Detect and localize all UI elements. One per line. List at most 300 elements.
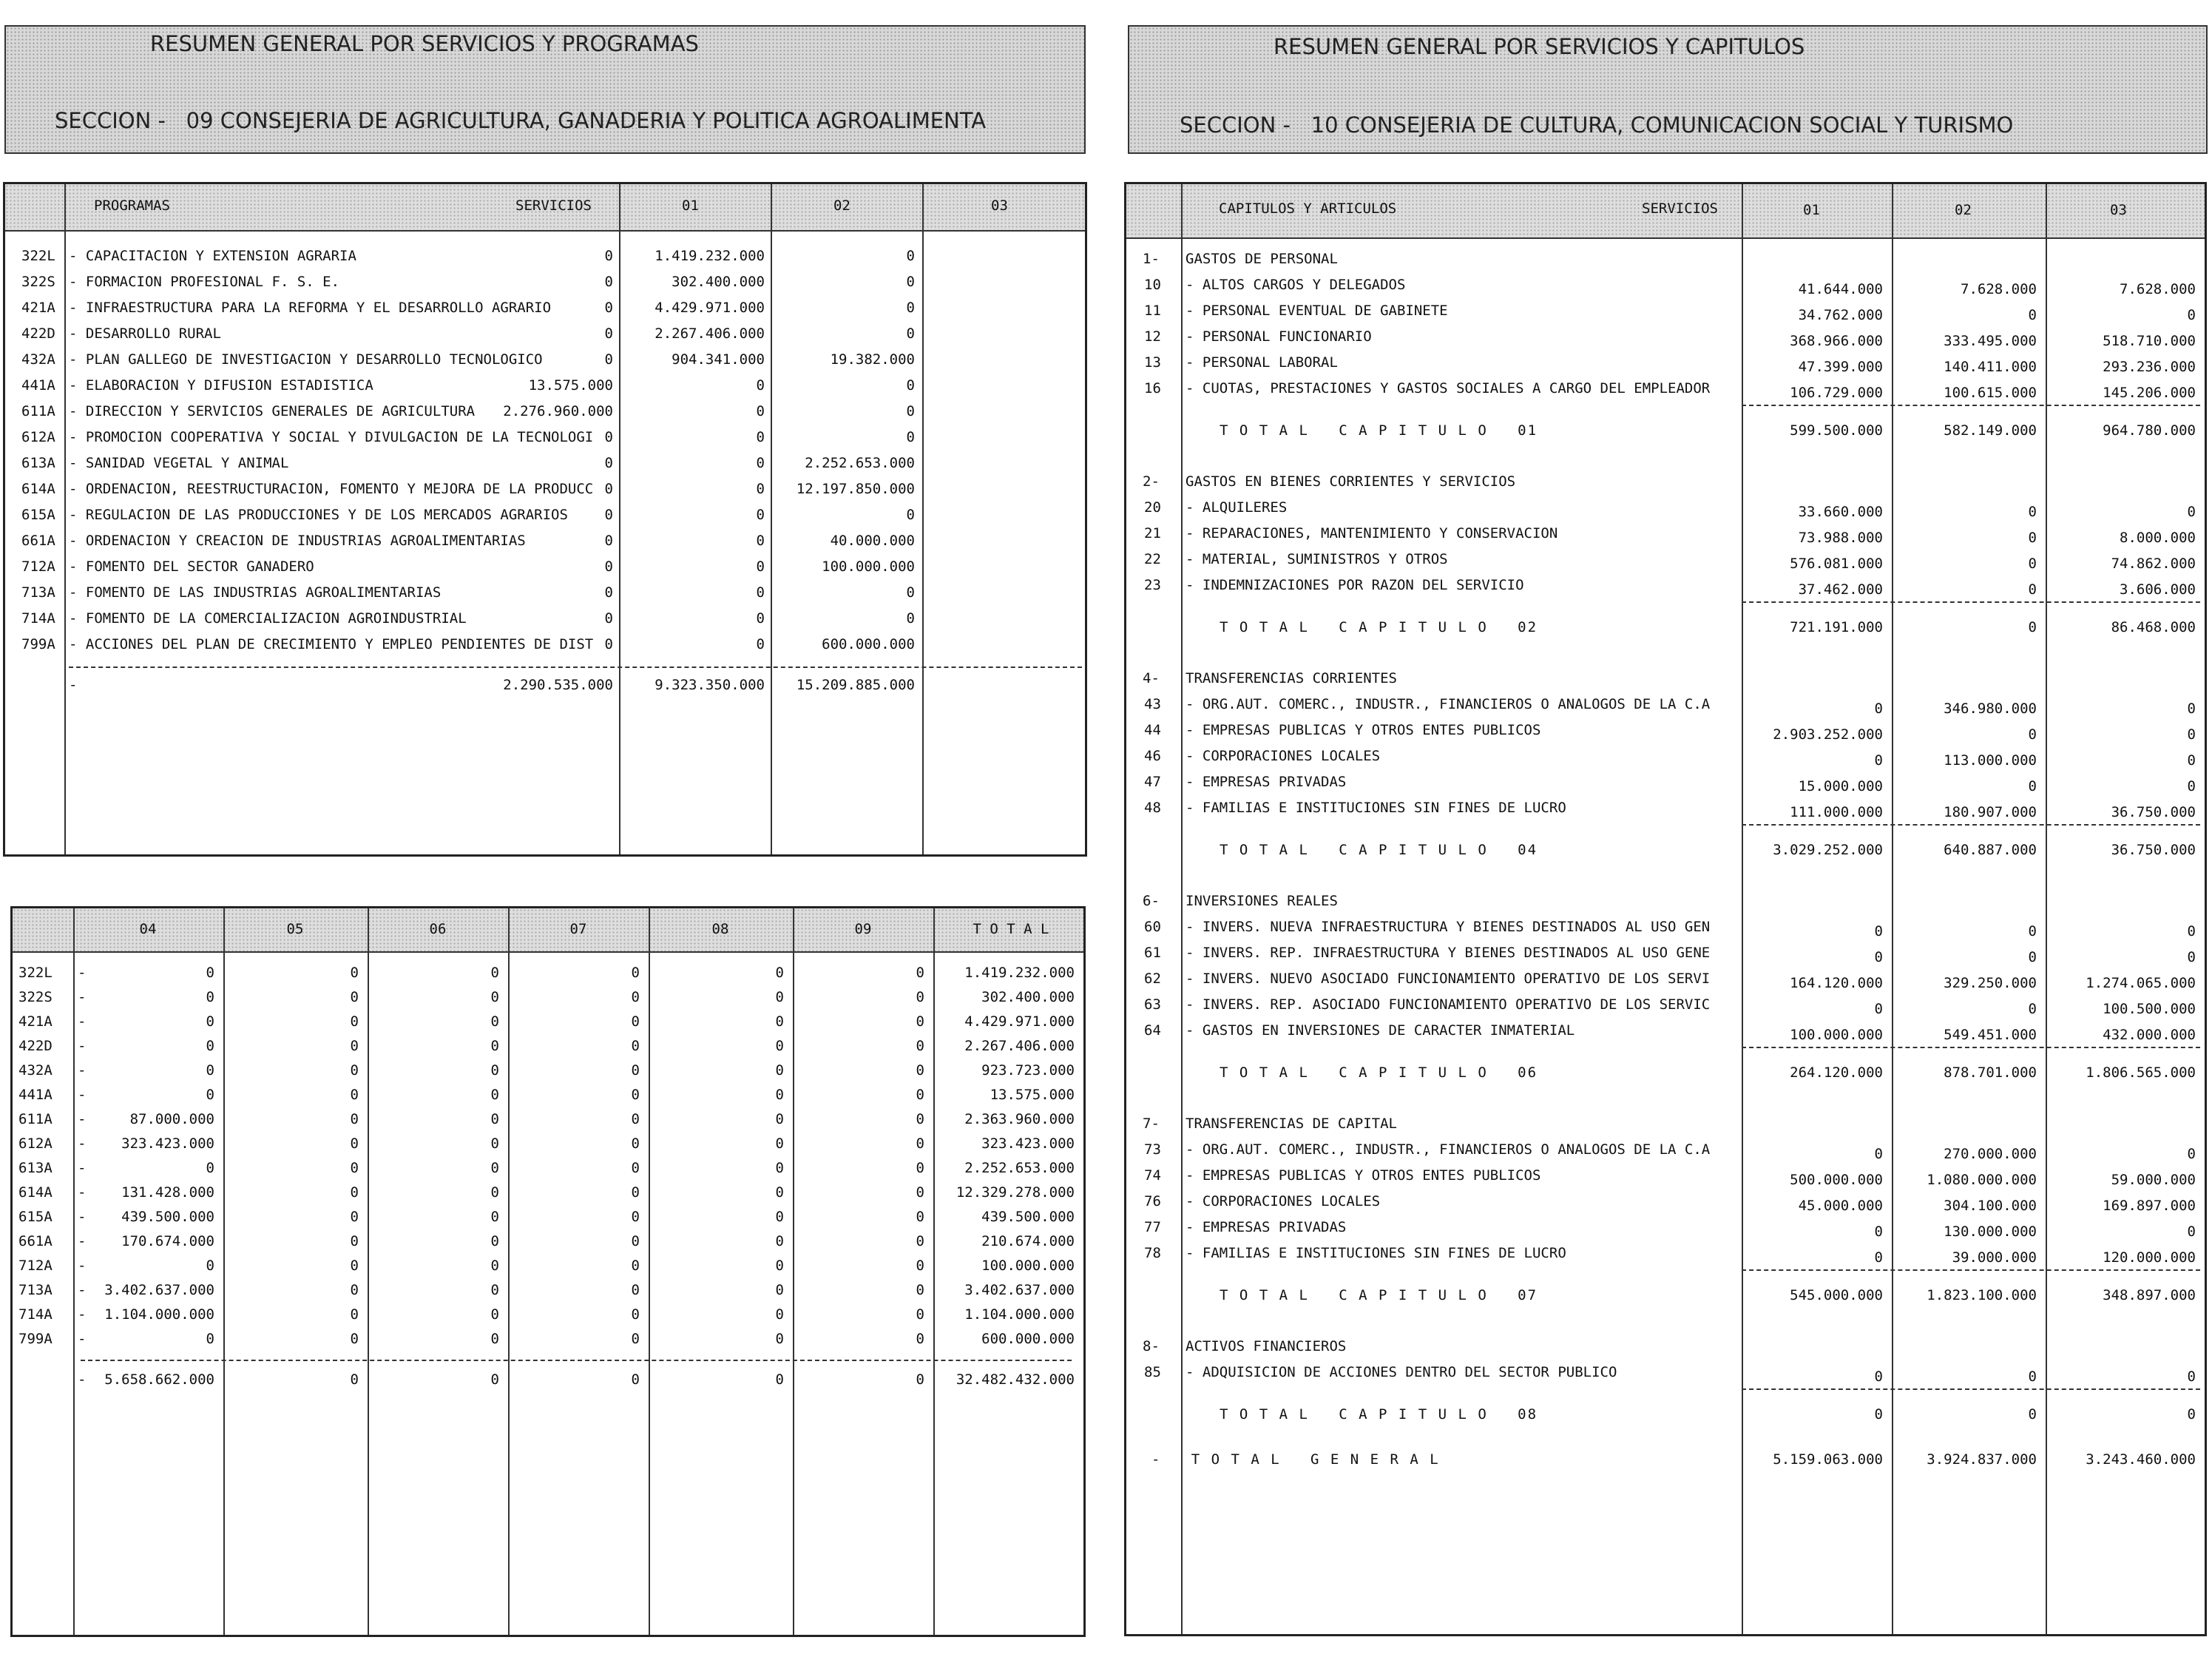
table-row — [5, 580, 1085, 605]
program-desc: - SANIDAD VEGETAL Y ANIMAL — [69, 455, 289, 471]
program-code: 611A — [18, 1111, 53, 1127]
article-desc: - ALTOS CARGOS Y DELEGADOS — [1186, 277, 1406, 293]
article-code: 85 — [1144, 1364, 1161, 1380]
row-dash: - — [78, 989, 87, 1005]
value-cell: 0 — [775, 1111, 784, 1127]
value-cell: 0 — [604, 274, 613, 290]
value-cell: 2.903.252.000 — [1773, 726, 1883, 743]
value-cell: 0 — [631, 1331, 640, 1347]
value-cell: 0 — [490, 1160, 499, 1176]
table-row — [1126, 298, 2205, 323]
value-cell: 0 — [631, 1160, 640, 1176]
article-code: 63 — [1144, 996, 1161, 1013]
value-cell: 33.660.000 — [1798, 504, 1883, 520]
table-row — [5, 502, 1085, 527]
value-cell: 0 — [756, 481, 765, 497]
value-cell: 164.120.000 — [1790, 975, 1883, 991]
article-desc: - CORPORACIONES LOCALES — [1186, 1193, 1381, 1209]
value-cell: 302.400.000 — [672, 274, 765, 290]
grand-total-value: 3.243.460.000 — [2086, 1451, 2196, 1468]
program-code: 713A — [18, 1282, 53, 1298]
value-cell: 0 — [2187, 701, 2196, 717]
article-desc: - MATERIAL, SUMINISTROS Y OTROS — [1186, 551, 1448, 567]
article-desc: - GASTOS EN INVERSIONES DE CARACTER INMATERIAL — [1186, 1022, 1575, 1039]
total-value: 0 — [775, 1371, 784, 1388]
total-value: 15.209.885.000 — [796, 677, 915, 693]
total-value: 2.290.535.000 — [503, 677, 613, 693]
value-cell: 19.382.000 — [830, 351, 915, 368]
table-row — [1126, 795, 2205, 820]
value-cell: 0 — [631, 1258, 640, 1274]
table-row — [1126, 992, 2205, 1017]
value-cell: 0 — [906, 584, 915, 601]
value-cell: 4.429.971.000 — [655, 300, 765, 316]
chapter-total-label: T O T A L C A P I T U L O 06 — [1220, 1064, 1538, 1081]
chapter-total-value: 964.780.000 — [2103, 422, 2196, 439]
chapter-code: 8- — [1143, 1338, 1160, 1354]
value-cell: 0 — [604, 300, 613, 316]
col-01: 01 — [682, 198, 699, 214]
value-cell: 145.206.000 — [2103, 385, 2196, 401]
program-code: 422D — [21, 325, 55, 342]
right-header-seccion: SECCION - 10 CONSEJERIA DE CULTURA, COMUNICACION SOCIAL Y TURISMO — [1180, 112, 2014, 138]
article-code: 46 — [1144, 748, 1161, 764]
col-header: 06 — [429, 921, 447, 937]
value-cell: 0 — [775, 1282, 784, 1298]
value-cell: 0 — [1874, 949, 1883, 965]
total-value: 9.323.350.000 — [655, 677, 765, 693]
table-row — [5, 528, 1085, 553]
value-cell: 0 — [756, 610, 765, 627]
value-cell: 0 — [2028, 726, 2037, 743]
right-header-title: RESUMEN GENERAL POR SERVICIOS Y CAPITULOS — [1274, 34, 1805, 59]
value-cell: 0 — [631, 965, 640, 981]
value-cell: 0 — [206, 1258, 214, 1274]
program-desc: - ORDENACION, REESTRUCTURACION, FOMENTO Y MEJORA DE LA PRODUCC — [69, 481, 594, 497]
table-row — [5, 295, 1085, 320]
value-cell: 0 — [490, 1013, 499, 1030]
value-cell: 0 — [775, 1160, 784, 1176]
table-row — [13, 1009, 1083, 1034]
value-cell: 0 — [916, 1233, 924, 1249]
value-cell: 0 — [916, 989, 924, 1005]
program-code: 661A — [18, 1233, 53, 1249]
value-cell: 1.419.232.000 — [655, 248, 765, 264]
value-cell: 0 — [1874, 923, 1883, 939]
chapter-code: 2- — [1143, 473, 1160, 490]
value-cell: 0 — [350, 1331, 359, 1347]
value-cell: 140.411.000 — [1944, 359, 2037, 375]
col-programas: PROGRAMAS — [94, 198, 170, 214]
article-desc: - ALQUILERES — [1186, 499, 1288, 516]
value-cell: 0 — [631, 1135, 640, 1152]
value-cell: 576.081.000 — [1790, 556, 1883, 572]
article-code: 77 — [1144, 1219, 1161, 1235]
value-cell: 0 — [906, 610, 915, 627]
table-row — [5, 243, 1085, 269]
value-cell: 0 — [350, 989, 359, 1005]
row-dash: - — [78, 1038, 87, 1054]
value-cell: 0 — [906, 377, 915, 394]
value-cell: 169.897.000 — [2103, 1198, 2196, 1214]
value-cell: 600.000.000 — [981, 1331, 1075, 1347]
value-cell: 0 — [604, 248, 613, 264]
table-row — [5, 425, 1085, 450]
article-desc: - PERSONAL EVENTUAL DE GABINETE — [1186, 303, 1448, 319]
chapter-total-label: T O T A L C A P I T U L O 07 — [1220, 1287, 1538, 1303]
value-cell: 0 — [916, 1135, 924, 1152]
table-row — [13, 1155, 1083, 1181]
table-row — [5, 399, 1085, 424]
value-cell: 0 — [1874, 701, 1883, 717]
program-code: 799A — [18, 1331, 53, 1347]
value-cell: 0 — [2028, 504, 2037, 520]
article-desc: - FAMILIAS E INSTITUCIONES SIN FINES DE LUCRO — [1186, 1245, 1566, 1261]
value-cell: 0 — [906, 300, 915, 316]
value-cell: 0 — [1874, 1146, 1883, 1162]
program-desc: - FOMENTO DE LAS INDUSTRIAS AGROALIMENTARIAS — [69, 584, 442, 601]
table-row — [5, 632, 1085, 657]
value-cell: 304.100.000 — [1944, 1198, 2037, 1214]
value-cell: 0 — [916, 1282, 924, 1298]
program-code: 714A — [18, 1306, 53, 1323]
value-cell: 0 — [775, 1209, 784, 1225]
value-cell: 1.104.000.000 — [104, 1306, 214, 1323]
article-code: 10 — [1144, 277, 1161, 293]
table-row — [1126, 743, 2205, 769]
chapter-total-value: 1.823.100.000 — [1927, 1287, 2037, 1303]
table-row — [13, 1253, 1083, 1278]
value-cell: 100.000.000 — [822, 558, 915, 575]
program-code: 712A — [18, 1258, 53, 1274]
value-cell: 0 — [1874, 1224, 1883, 1240]
row-dash: - — [78, 1184, 87, 1201]
value-cell: 0 — [775, 1233, 784, 1249]
article-code: 43 — [1144, 696, 1161, 712]
value-cell: 0 — [206, 1160, 214, 1176]
table-row — [13, 1326, 1083, 1351]
program-desc: - FORMACION PROFESIONAL F. S. E. — [69, 274, 340, 290]
article-desc: - CUOTAS, PRESTACIONES Y GASTOS SOCIALES A CARGO DEL EMPLEADOR — [1186, 380, 1711, 396]
row-dash: - — [78, 1258, 87, 1274]
value-cell: 333.495.000 — [1944, 333, 2037, 349]
program-code: 612A — [21, 429, 55, 445]
program-code: 611A — [21, 403, 55, 419]
program-code: 713A — [21, 584, 55, 601]
value-cell: 100.500.000 — [2103, 1001, 2196, 1017]
left-header-seccion: SECCION - 09 CONSEJERIA DE AGRICULTURA, GANADERIA Y POLITICA AGROALIMENTA — [55, 108, 987, 133]
value-cell: 0 — [604, 455, 613, 471]
value-cell: 0 — [604, 325, 613, 342]
value-cell: 0 — [775, 1331, 784, 1347]
value-cell: 0 — [2187, 726, 2196, 743]
value-cell: 131.428.000 — [121, 1184, 214, 1201]
value-cell: 0 — [2187, 923, 2196, 939]
value-cell: 0 — [756, 403, 765, 419]
table-row — [1126, 718, 2205, 743]
article-desc: - ORG.AUT. COMERC., INDUSTR., FINANCIEROS O ANALOGOS DE LA C.A — [1186, 1141, 1711, 1158]
article-code: 76 — [1144, 1193, 1161, 1209]
table-row — [5, 476, 1085, 502]
value-cell: 0 — [906, 325, 915, 342]
value-cell: 0 — [206, 1013, 214, 1030]
value-cell: 39.000.000 — [1952, 1249, 2037, 1266]
article-desc: - EMPRESAS PRIVADAS — [1186, 1219, 1347, 1235]
chapter-code: 7- — [1143, 1116, 1160, 1132]
table-row — [5, 269, 1085, 294]
program-code: 322S — [21, 274, 55, 290]
program-code: 322S — [18, 989, 53, 1005]
value-cell: 0 — [775, 1306, 784, 1323]
chapter-total-value: 582.149.000 — [1944, 422, 2037, 439]
value-cell: 0 — [775, 1135, 784, 1152]
col-header: 04 — [139, 921, 157, 937]
col-03: 03 — [991, 198, 1008, 214]
value-cell: 0 — [604, 584, 613, 601]
value-cell: 0 — [756, 429, 765, 445]
col-header: 08 — [711, 921, 729, 937]
value-cell: 0 — [916, 1111, 924, 1127]
value-cell: 500.000.000 — [1790, 1172, 1883, 1188]
value-cell: 0 — [906, 274, 915, 290]
value-cell: 0 — [916, 1306, 924, 1323]
col-header: 05 — [286, 921, 304, 937]
value-cell: 0 — [2187, 1146, 2196, 1162]
article-code: 78 — [1144, 1245, 1161, 1261]
table-row — [1126, 966, 2205, 991]
value-cell: 0 — [490, 1233, 499, 1249]
value-cell: 0 — [906, 429, 915, 445]
row-dash: - — [78, 1371, 87, 1388]
grand-total-row — [1126, 1447, 2205, 1472]
article-code: 62 — [1144, 971, 1161, 987]
total-value: 0 — [631, 1371, 640, 1388]
chapter-code: 4- — [1143, 670, 1160, 686]
value-cell: 0 — [916, 1160, 924, 1176]
article-desc: - EMPRESAS PUBLICAS Y OTROS ENTES PUBLICOS — [1186, 722, 1541, 738]
value-cell: 0 — [350, 1184, 359, 1201]
grand-total-value: 3.924.837.000 — [1927, 1451, 2037, 1468]
value-cell: 293.236.000 — [2103, 359, 2196, 375]
article-desc: - INVERS. REP. ASOCIADO FUNCIONAMIENTO OPERATIVO DE LOS SERVIC — [1186, 996, 1711, 1013]
table-row — [5, 606, 1085, 631]
value-cell: 2.252.653.000 — [805, 455, 915, 471]
value-cell: 120.000.000 — [2103, 1249, 2196, 1266]
table-row — [13, 960, 1083, 985]
value-cell: 37.462.000 — [1798, 581, 1883, 598]
total-divider — [81, 1360, 1072, 1361]
right-header — [1128, 25, 2208, 154]
program-desc: - CAPACITACION Y EXTENSION AGRARIA — [69, 248, 356, 264]
value-cell: 0 — [604, 507, 613, 523]
left-top-table — [3, 182, 1087, 857]
table-row — [1126, 769, 2205, 794]
table-row — [5, 373, 1085, 398]
col-header: 07 — [569, 921, 587, 937]
value-cell: 0 — [2028, 307, 2037, 323]
chapter-total-row — [1126, 837, 2205, 863]
chapter-total-value: 640.887.000 — [1944, 842, 2037, 858]
value-cell: 12.197.850.000 — [796, 481, 915, 497]
row-dash: - — [78, 1013, 87, 1030]
value-cell: 13.575.000 — [528, 377, 613, 394]
chapter-title: INVERSIONES REALES — [1186, 893, 1338, 909]
article-code: 60 — [1144, 919, 1161, 935]
value-cell: 0 — [2187, 307, 2196, 323]
value-cell: 0 — [631, 1062, 640, 1079]
chapter-title: ACTIVOS FINANCIEROS — [1186, 1338, 1347, 1354]
value-cell: 0 — [756, 377, 765, 394]
program-code: 612A — [18, 1135, 53, 1152]
value-cell: 0 — [604, 351, 613, 368]
value-cell: 302.400.000 — [981, 989, 1075, 1005]
table-row — [1126, 1018, 2205, 1043]
total-value: 5.658.662.000 — [104, 1371, 214, 1388]
value-cell: 0 — [604, 558, 613, 575]
value-cell: 47.399.000 — [1798, 359, 1883, 375]
value-cell: 34.762.000 — [1798, 307, 1883, 323]
chapter-code: 1- — [1143, 251, 1160, 267]
value-cell: 0 — [916, 1184, 924, 1201]
program-code: 714A — [21, 610, 55, 627]
total-dash: - — [69, 677, 78, 693]
article-desc: - CORPORACIONES LOCALES — [1186, 748, 1381, 764]
chapter-total-row — [1126, 1060, 2205, 1085]
value-cell: 0 — [206, 1062, 214, 1079]
table-row — [13, 1033, 1083, 1059]
article-desc: - EMPRESAS PRIVADAS — [1186, 774, 1347, 790]
subtotal-divider — [1742, 601, 2200, 603]
value-cell: 13.575.000 — [990, 1087, 1075, 1103]
program-code: 615A — [21, 507, 55, 523]
value-cell: 346.980.000 — [1944, 701, 2037, 717]
value-cell: 0 — [490, 1111, 499, 1127]
value-cell: 0 — [631, 1087, 640, 1103]
value-cell: 0 — [490, 1282, 499, 1298]
value-cell: 0 — [206, 1038, 214, 1054]
row-dash: - — [78, 1087, 87, 1103]
subtotal-divider — [1742, 1269, 2200, 1271]
value-cell: 0 — [206, 989, 214, 1005]
program-desc: - ELABORACION Y DIFUSION ESTADISTICA — [69, 377, 373, 394]
article-desc: - INVERS. NUEVA INFRAESTRUCTURA Y BIENES DESTINADOS AL USO GEN — [1186, 919, 1711, 935]
row-dash: - — [78, 1331, 87, 1347]
value-cell: 0 — [756, 455, 765, 471]
article-desc: - INVERS. REP. INFRAESTRUCTURA Y BIENES DESTINADOS AL USO GENE — [1186, 945, 1711, 961]
program-desc: - ORDENACION Y CREACION DE INDUSTRIAS AGROALIMENTARIAS — [69, 533, 526, 549]
total-value: 0 — [490, 1371, 499, 1388]
value-cell: 0 — [631, 989, 640, 1005]
chapter-total-value: 36.750.000 — [2111, 842, 2196, 858]
table-row — [1126, 547, 2205, 572]
subtotal-divider — [1742, 1388, 2200, 1390]
program-desc: - ACCIONES DEL PLAN DE CRECIMIENTO Y EMPLEO PENDIENTES DE DIST — [69, 636, 594, 652]
program-code: 614A — [21, 481, 55, 497]
value-cell: 923.723.000 — [981, 1062, 1075, 1079]
chapter-total-label: T O T A L C A P I T U L O 01 — [1220, 422, 1538, 439]
value-cell: 0 — [350, 1209, 359, 1225]
value-cell: 0 — [906, 248, 915, 264]
value-cell: 0 — [2028, 581, 2037, 598]
value-cell: 0 — [350, 1013, 359, 1030]
value-cell: 1.104.000.000 — [964, 1306, 1075, 1323]
value-cell: 100.000.000 — [981, 1258, 1075, 1274]
table-row — [1126, 324, 2205, 349]
value-cell: 0 — [604, 533, 613, 549]
program-desc: - REGULACION DE LAS PRODUCCIONES Y DE LOS MERCADOS AGRARIOS — [69, 507, 568, 523]
value-cell: 111.000.000 — [1790, 804, 1883, 820]
value-cell: 0 — [350, 965, 359, 981]
article-code: 64 — [1144, 1022, 1161, 1039]
chapter-total-value: 545.000.000 — [1790, 1287, 1883, 1303]
value-cell: 0 — [916, 965, 924, 981]
value-cell: 1.274.065.000 — [2086, 975, 2196, 991]
table-row — [5, 450, 1085, 476]
value-cell: 15.000.000 — [1798, 778, 1883, 794]
value-cell: 87.000.000 — [129, 1111, 214, 1127]
program-code: 661A — [21, 533, 55, 549]
value-cell: 0 — [490, 1135, 499, 1152]
total-value: 0 — [350, 1371, 359, 1388]
value-cell: 0 — [604, 636, 613, 652]
chapter-total-label: T O T A L C A P I T U L O 04 — [1220, 842, 1538, 858]
article-desc: - FAMILIAS E INSTITUCIONES SIN FINES DE LUCRO — [1186, 800, 1566, 816]
value-cell: 549.451.000 — [1944, 1027, 2037, 1043]
value-cell: 0 — [631, 1233, 640, 1249]
value-cell: 0 — [916, 1013, 924, 1030]
table-row — [13, 1131, 1083, 1156]
value-cell: 0 — [490, 1038, 499, 1054]
table-row — [1126, 521, 2205, 546]
total-value: 0 — [916, 1371, 924, 1388]
value-cell: 0 — [2028, 1001, 2037, 1017]
row-dash: - — [78, 1306, 87, 1323]
value-cell: 904.341.000 — [672, 351, 765, 368]
program-code: 421A — [18, 1013, 53, 1030]
subtotal-divider — [1742, 824, 2200, 826]
col-01-right: 01 — [1803, 202, 1820, 218]
chapter-title: TRANSFERENCIAS CORRIENTES — [1186, 670, 1397, 686]
value-cell: 0 — [490, 1184, 499, 1201]
value-cell: 0 — [2028, 1369, 2037, 1385]
article-code: 47 — [1144, 774, 1161, 790]
value-cell: 3.402.637.000 — [964, 1282, 1075, 1298]
value-cell: 0 — [490, 1258, 499, 1274]
article-desc: - INDEMNIZACIONES POR RAZON DEL SERVICIO — [1186, 577, 1524, 593]
chapter-total-value: 1.806.565.000 — [2086, 1064, 2196, 1081]
value-cell: 439.500.000 — [981, 1209, 1075, 1225]
value-cell: 1.080.000.000 — [1927, 1172, 2037, 1188]
value-cell: 323.423.000 — [121, 1135, 214, 1152]
program-desc: - DESARROLLO RURAL — [69, 325, 221, 342]
value-cell: 0 — [604, 429, 613, 445]
article-code: 11 — [1144, 303, 1161, 319]
table-row — [1126, 1137, 2205, 1162]
program-code: 432A — [18, 1062, 53, 1079]
table-row — [5, 347, 1085, 372]
value-cell: 0 — [2187, 778, 2196, 794]
chapter-total-value: 264.120.000 — [1790, 1064, 1883, 1081]
value-cell: 0 — [604, 481, 613, 497]
value-cell: 0 — [350, 1062, 359, 1079]
article-code: 23 — [1144, 577, 1161, 593]
value-cell: 1.419.232.000 — [964, 965, 1075, 981]
col-header: 09 — [854, 921, 872, 937]
table-row — [13, 1082, 1083, 1107]
value-cell: 113.000.000 — [1944, 752, 2037, 769]
value-cell: 170.674.000 — [121, 1233, 214, 1249]
value-cell: 0 — [631, 1184, 640, 1201]
